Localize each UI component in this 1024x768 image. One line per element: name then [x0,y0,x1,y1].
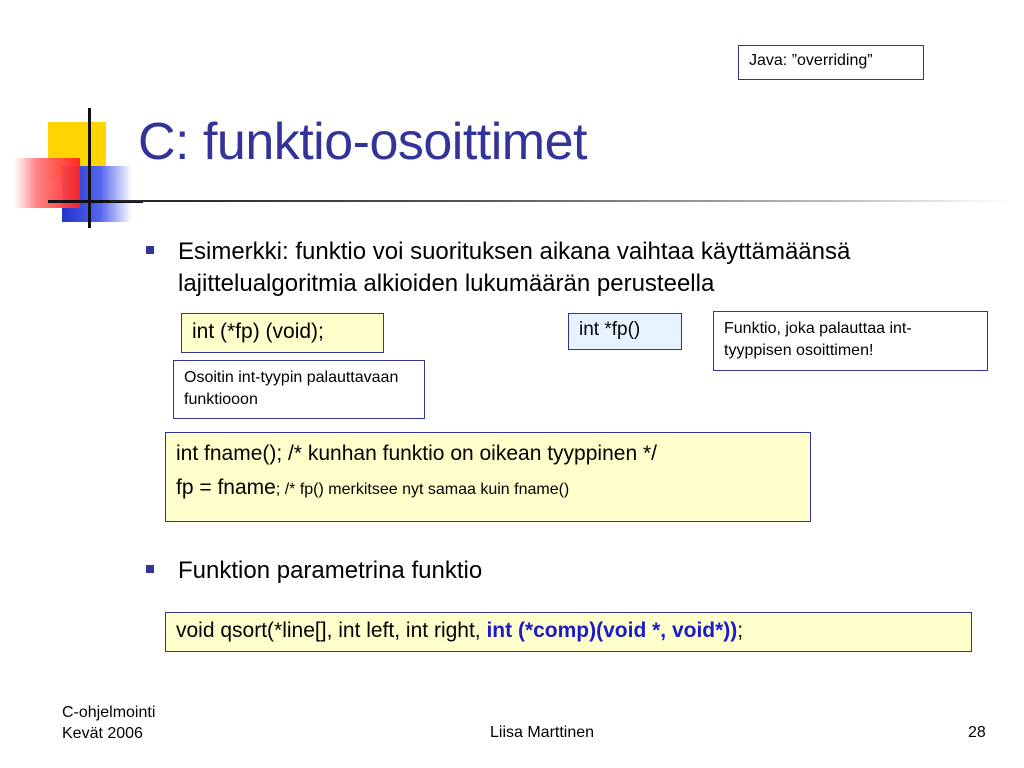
code-assignment: fp = fname [176,476,276,499]
code-line-fname: int fname(); /* kunhan funktio on oikean tyyppinen */ [176,442,657,465]
page-number: 28 [968,724,986,741]
note-returns-int-pointer: Funktio, joka palauttaa int-tyyppisen osoittimen! [713,311,988,371]
slide-logo-decoration [0,0,150,240]
note-pointer-to-function: Osoitin int-tyypin palauttavaan funktiooon [173,360,425,419]
footer-term: Kevät 2006 [62,725,143,742]
footer-course: C-ohjelmointi [62,704,156,721]
bullet-text: Esimerkki: funktio voi suorituksen aikana vaihtaa käyttämäänsä lajittelualgoritmia alkioiden lukumäärän perusteella [178,238,851,297]
square-bullet-icon [146,565,154,573]
code-block-assignment [165,432,811,522]
slide-title: C: funktio-osoittimet [138,113,587,171]
bullet-function-parameter [146,555,846,587]
java-overriding-tag: Java: ”overriding” [738,45,924,80]
vertical-line [88,108,91,228]
title-underline [110,200,1010,202]
qsort-suffix: ; [737,619,744,642]
qsort-prefix: void qsort(*line[], int left, int right, [176,619,487,642]
code-comment: ; /* fp() merkitsee nyt samaa kuin fname() [275,481,570,498]
footer-author: Liisa Marttinen [490,724,595,741]
bullet-example [146,236,1006,300]
qsort-comp-parameter: int (*comp)(void *, void*)) [486,619,738,642]
bullet-text: Funktion parametrina funktio [178,557,483,584]
code-line-assignment [176,473,800,505]
square-bullet-icon [146,246,154,254]
code-qsort-prototype [165,612,972,652]
code-fp-declaration: int (*fp) (void); [181,313,384,353]
code-fp-returning-pointer: int *fp() [568,313,682,350]
footer-course-info [62,702,155,744]
